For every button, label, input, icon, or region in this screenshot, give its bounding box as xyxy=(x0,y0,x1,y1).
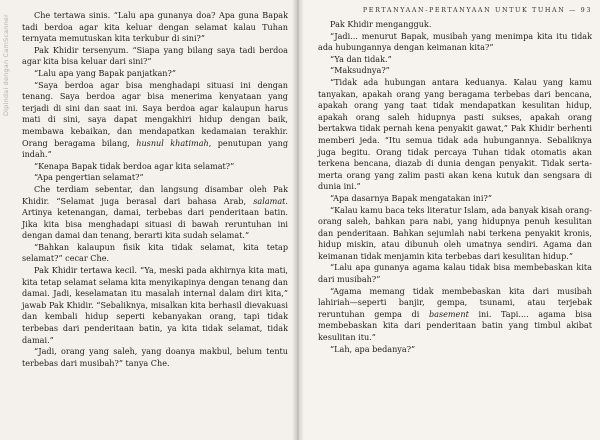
text-run: Che tertawa sinis. “Lalu apa gunanya doa? Apa guna Bapak tadi berdoa agar kita keluar dengan selamat kalau Tuhan ternyata memutuskan kita terkubur di sini?” xyxy=(22,10,288,44)
paragraph xyxy=(22,172,288,184)
text-run: “Lalu apa gunanya agama kalau tidak bisa membebaskan kita dari musibah?” xyxy=(318,262,592,285)
italic-text: husnul khatimah xyxy=(136,137,209,148)
scanner-watermark: Dipindai dengan CamScanner xyxy=(2,14,10,117)
italic-text: basement xyxy=(428,308,469,319)
text-run: “Apa pengertian selamat?” xyxy=(34,172,144,183)
paragraph xyxy=(22,161,288,173)
text-run: “Jadi, orang yang saleh, yang doanya makbul, belum tentu terbebas dari musibah?” tanya Che. xyxy=(22,346,288,368)
paragraph xyxy=(318,19,592,31)
text-run: Pak Khidir tersenyum. “Siapa yang bilang saya tadi berdoa agar kita bisa keluar dari sini?” xyxy=(22,44,288,67)
text-run: “Bahkan kalaupun fisik kita tidak selamat, kita tetap selamat?” cecar Che. xyxy=(22,241,288,264)
text-run: “Saya berdoa agar bisa menghadapi situasi ini dengan tenang. Saya berdoa agar bisa menerima kenyataan yang terjadi di sini dan saat ini. Saya berdoa agar kalaupun harus mati di sini, saya dapat mengakhiri hidup dengan baik, membawa kebaikan, dan mendapatkan kedamaian terakhir. Orang beragama bilang, xyxy=(22,79,288,148)
paragraph xyxy=(318,193,592,205)
text-run: “Kalau kamu baca teks literatur Islam, ada banyak kisah orang-orang saleh, bahkan para nabi, yang hidupnya penuh kesulitan dan penderitaan. Bahkan sejumlah nabi terkena penyakit kronis, hidup miskin, atau dibunuh oleh umatnya sendiri. Agama dan keimanan tidak menjamin kita terbebas dari kesulitan hidup.” xyxy=(318,204,592,261)
text-run: “Kenapa Bapak tidak berdoa agar kita selamat?” xyxy=(34,160,235,171)
paragraph xyxy=(22,346,288,369)
paragraph xyxy=(22,80,288,161)
paragraph xyxy=(318,205,592,263)
text-run: Che terdiam sebentar, dan langsung disambar oleh Pak Khidir. “Selamat juga berasal dari bahasa Arab, xyxy=(22,183,288,206)
text-run: “Lalu apa yang Bapak panjatkan?” xyxy=(34,67,176,78)
paragraph xyxy=(318,31,592,54)
text-run: “Agama memang tidak membebaskan kita dari musibah lahiriah—seperti banjir, gempa, tsunami, atau terjebak reruntuhan gempa di xyxy=(318,285,592,319)
paragraph xyxy=(22,10,288,45)
text-run: “Tidak ada hubungan antara keduanya. Kalau yang kamu tanyakan, apakah orang yang beragama terbebas dari bencana, apakah orang yang taat tidak mendapatkan kesulitan hidup, apakah orang saleh hidupnya pasti sukses, apakah orang bertakwa tidak pernah kena penyakit gawat,” Pak Khidir berhenti memberi jeda. “Itu semua tidak ada hubungannya. Sebaliknya juga begitu. Orang tidak percaya Tuhan tidak otomatis akan terkena bencana, diazab di dunia dengan penyakit. Tidak serta-merta orang yang zalim pasti akan kena kutuk dan sengsara di dunia ini.” xyxy=(318,76,592,192)
right-page-body xyxy=(318,19,592,355)
paragraph xyxy=(318,77,592,193)
paragraph xyxy=(22,184,288,242)
paragraph xyxy=(22,45,288,68)
text-run: , penutupan yang indah.” xyxy=(22,137,288,160)
paragraph xyxy=(318,54,592,66)
text-run: “Ya dan tidak.” xyxy=(330,53,392,64)
paragraph xyxy=(22,242,288,265)
text-run: “Maksudnya?” xyxy=(330,65,390,76)
paragraph xyxy=(318,344,592,356)
running-head: PERTANYAAN-PERTANYAAN UNTUK TUHAN — 93 xyxy=(362,6,592,14)
paragraph xyxy=(22,265,288,346)
paragraph xyxy=(318,262,592,285)
paragraph xyxy=(318,286,592,344)
left-page-body xyxy=(22,10,288,369)
paragraph xyxy=(22,68,288,80)
left-page xyxy=(0,0,296,440)
text-run: “Jadi... menurut Bapak, musibah yang menimpa kita itu tidak ada hubungannya dengan keimanan kita?” xyxy=(318,30,592,53)
text-run: Pak Khidir mengangguk. xyxy=(330,19,432,29)
paragraph xyxy=(318,65,592,77)
text-run: Pak Khidir tertawa kecil. “Ya, meski pada akhirnya kita mati, kita tetap selamat selama kita menyikapinya dengan tenang dan damai. Jadi, keselamatan itu masalah internal dalam diri kita,” jawab Pak Khidir. “Sebaliknya, misalkan kita berhasil dievakuasi dan kembali hidup seperti kebanyakan orang, tapi tidak terbebas dari penderitaan batin, ya kita tidak selamat, tidak damai.” xyxy=(22,265,288,345)
text-run: ini. Tapi.... agama bisa membebaskan kita dari penderitaan batin yang timbul akibat kesulitan itu.” xyxy=(318,308,592,343)
text-run: Artinya ketenangan, damai, terbebas dari penderitaan batin. Jika kita bisa menghadapi situasi di bawah reruntuhan ini dengan damai dan tenang, berarti kita sudah selamat.” xyxy=(22,207,288,241)
right-page xyxy=(296,0,600,440)
text-run: “Apa dasarnya Bapak mengatakan ini?” xyxy=(330,192,492,203)
italic-text: salamat. xyxy=(253,195,288,206)
text-run: “Lah, apa bedanya?” xyxy=(330,343,416,354)
